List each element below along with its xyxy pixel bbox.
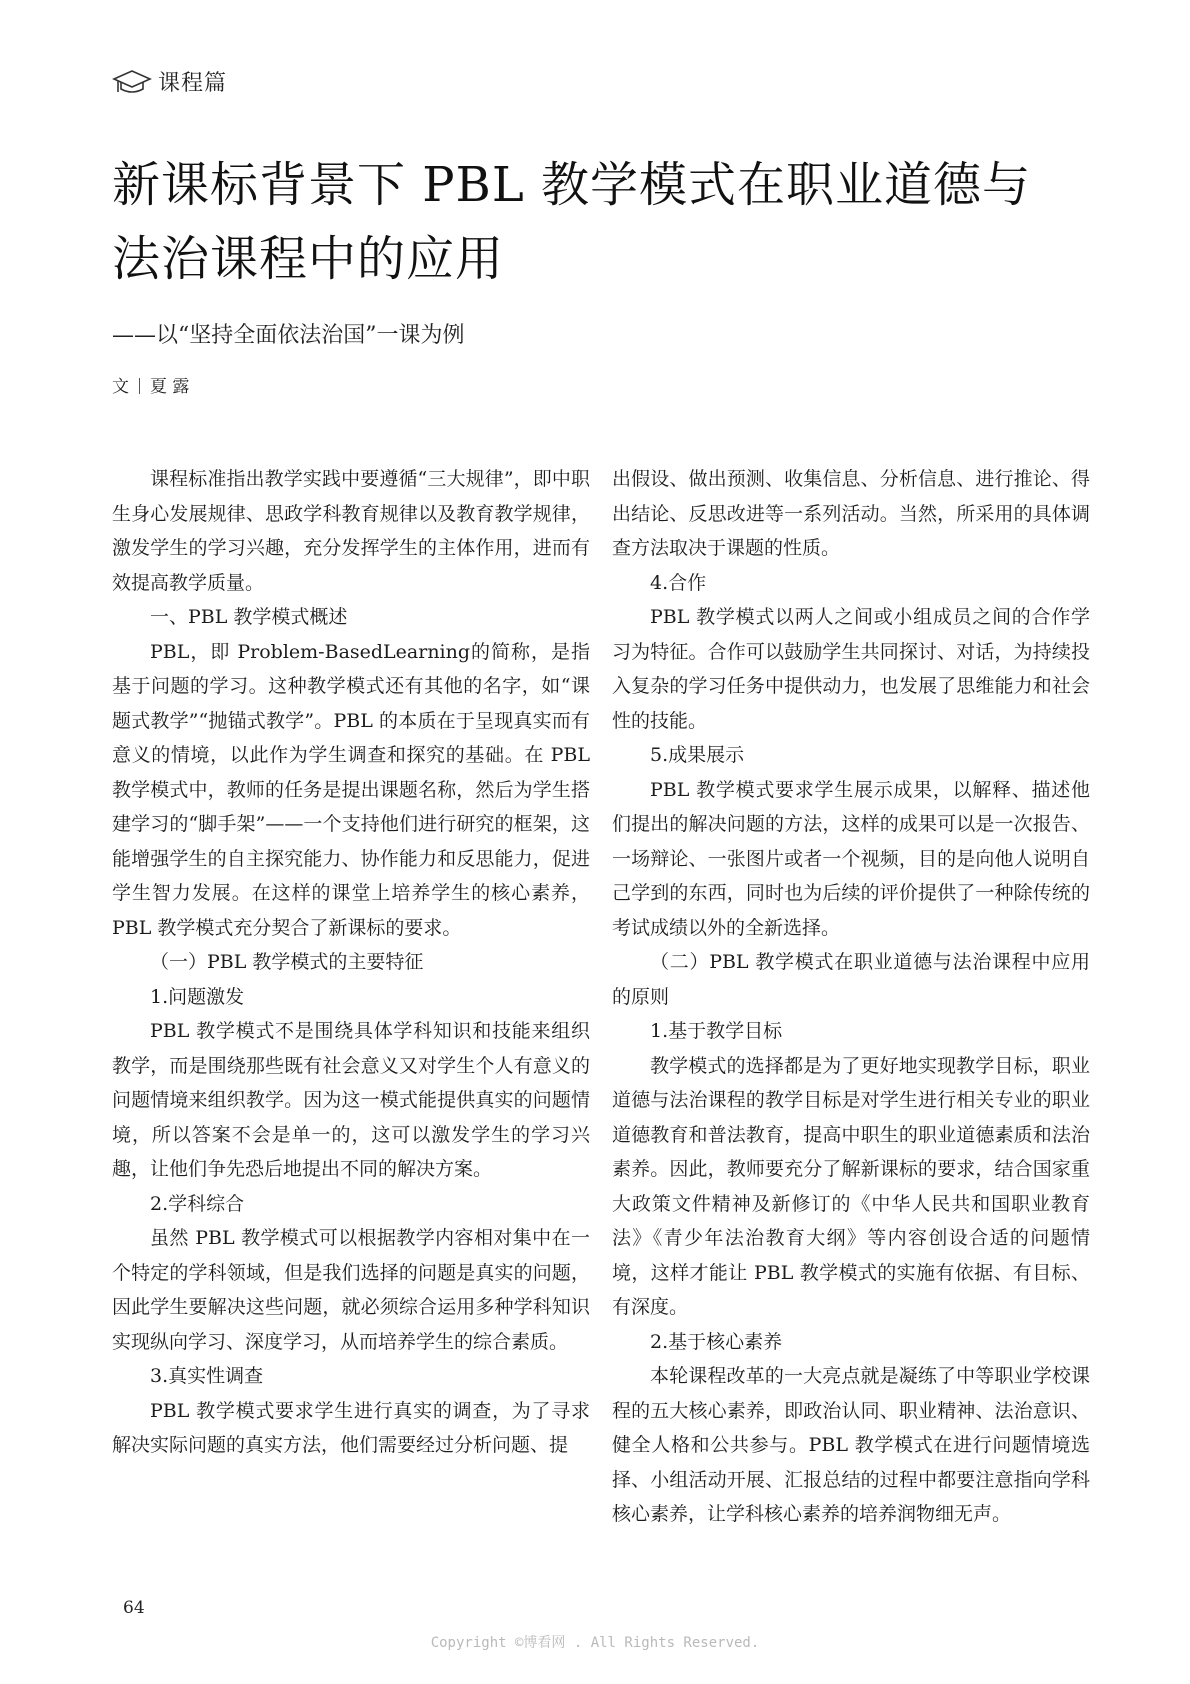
copyright-watermark: Copyright ©博看网 . All Rights Reserved. [430,1635,760,1651]
title-line-2: 法治课程中的应用 [112,231,505,287]
graduation-cap-icon [112,68,152,96]
subsection-heading: 1.基于教学目标 [650,1020,783,1042]
subsection-heading: 4.合作 [650,571,707,594]
paragraph: PBL 教学模式不是围绕具体学科知识和技能来组织教学，而是围绕那些既有社会意义又对学生个人有意义的问题情境来组织教学。因为这一模式能提供真实的问题情境，所以答案不会是单一的，这可以激发学生的学习兴趣，让他们争先恐后地提出不同的解决方案。 [112,1020,590,1180]
paragraph-continued: 出假设、做出预测、收集信息、分析信息、进行推论、得出结论、反思改进等一系列活动。当然，所采用的具体调查方法取决于课题的性质。 [612,468,1090,559]
subsection-heading: 5.成果展示 [650,744,745,766]
section-heading: 一、PBL 教学模式概述 [150,606,348,628]
subsection-heading: 1.问题激发 [150,985,245,1008]
paragraph: 虽然 PBL 教学模式可以根据教学内容相对集中在一个特定的学科领域，但是我们选择的问题是真实的问题，因此学生要解决这些问题，就必须综合运用多种学科知识实现纵向学习、深度学习，从而培养学生的综合素质。 [112,1227,590,1353]
title-line-1: 新课标背景下 PBL 教学模式在职业道德与 [112,157,1031,213]
paragraph: 教学模式的选择都是为了更好地实现教学目标，职业道德与法治课程的教学目标是对学生进行相关专业的职业道德教育和普法教育，提高中职生的职业道德素质和法治素养。因此，教师要充分了解新课标的要求，结合国家重大政策文件精神及新修订的《中华人民共和国职业教育法》《青少年法治教育大纲》等内容创设合适的问题情境，这样才能让 PBL 教学模式的实施有依据、有目标、有深度。 [612,1054,1090,1318]
paragraph: 课程标准指出教学实践中要遵循“三大规律”，即中职生身心发展规律、思政学科教育规律以及教育教学规律，激发学生的学习兴趣，充分发挥学生的主体作用，进而有效提高教学质量。 [112,468,590,594]
page-number: 64 [123,1598,145,1618]
paragraph: PBL 教学模式要求学生展示成果，以解释、描述他们提出的解决问题的方法，这样的成果可以是一次报告、一场辩论、一张图片或者一个视频，目的是向他人说明自己学到的东西，同时也为后续的评价提供了一种除传统的考试成绩以外的全新选择。 [612,778,1090,939]
paragraph: PBL 教学模式以两人之间或小组成员之间的合作学习为特征。合作可以鼓励学生共同探讨、对话，为持续投入复杂的学习任务中提供动力，也发展了思维能力和社会性的技能。 [612,606,1090,732]
right-column [612,462,1090,1532]
subsection-heading: 3.真实性调查 [150,1365,264,1387]
article-subtitle: ——以“坚持全面依法治国”一课为例 [112,323,465,348]
section-label: 课程篇 [158,71,228,96]
author-name: 夏 露 [150,377,190,397]
paragraph: PBL 教学模式要求学生进行真实的调查，为了寻求解决实际问题的真实方法，他们需要经过分析问题、提 [112,1399,590,1456]
subsection-heading: 2.基于核心素养 [650,1330,783,1353]
paragraph: 本轮课程改革的一大亮点就是凝练了中等职业学校课程的五大核心素养，即政治认同、职业精神、法治意识、健全人格和公共参与。PBL 教学模式在进行问题情境选择、小组活动开展、汇报总结的过程中都要注意指向学科核心素养，让学科核心素养的培养润物细无声。 [612,1365,1090,1525]
section-header [112,66,227,97]
section-heading: （一）PBL 教学模式的主要特征 [150,951,424,973]
paragraph: PBL，即 Problem-BasedLearning的简称，是指基于问题的学习。这种教学模式还有其他的名字，如“课题式教学”“抛锚式教学”。PBL 的本质在于呈现真实而有意义的情境，以此作为学生调查和探究的基础。在 PBL 教学模式中，教师的任务是提出课题名称，然后为学生搭建学习的“脚手架”——一个支持他们进行研究的框架，这能增强学生的自主探究能力、协作能力和反思能力，促进学生智力发展。在这样的课堂上培养学生的核心素养，PBL 教学模式充分契合了新课标的要求。 [112,640,590,939]
byline-prefix: 文 [112,377,129,397]
subsection-heading: 2.学科综合 [150,1192,245,1215]
left-column [112,462,590,1463]
article-title [112,148,1072,296]
byline [112,372,189,397]
byline-divider [139,378,140,394]
section-heading: （二）PBL 教学模式在职业道德与法治课程中应用的原则 [612,951,1090,1008]
